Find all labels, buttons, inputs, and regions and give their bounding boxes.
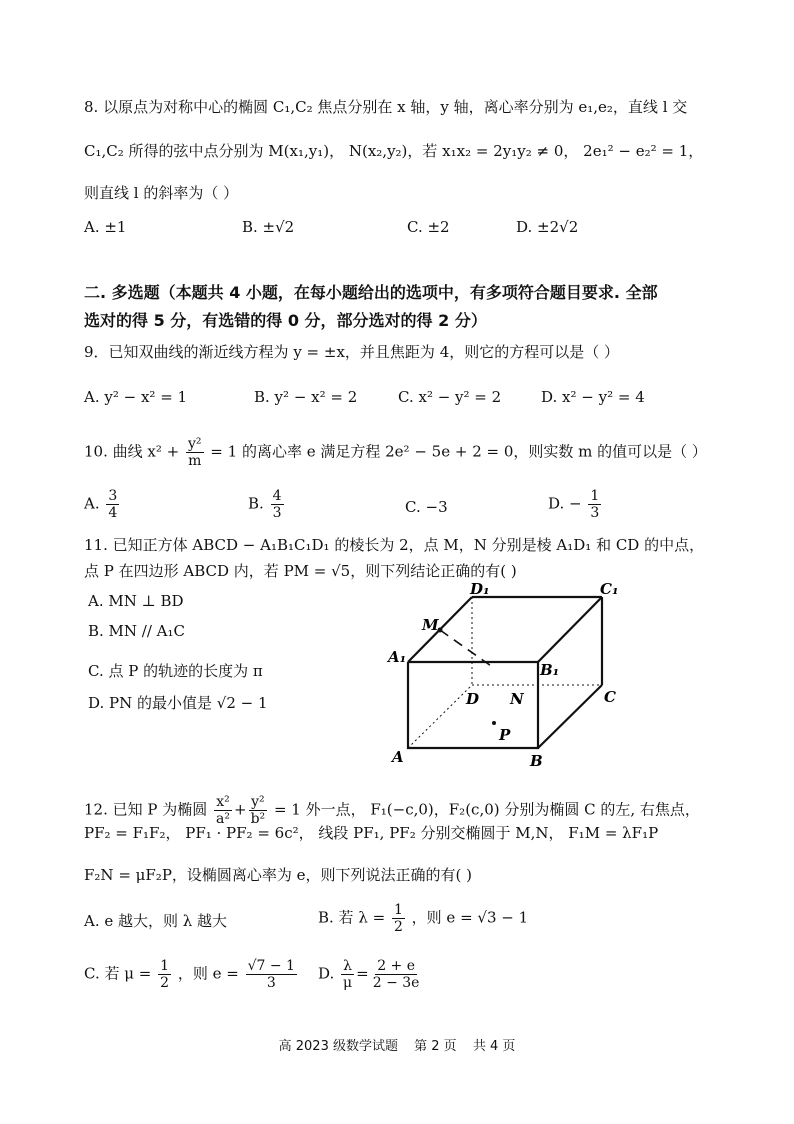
- q10-option-d-frac: [588, 488, 601, 521]
- label-d1: D₁: [470, 580, 490, 598]
- q8-stem-line1: 8. 以原点为对称中心的椭圆 C₁,C₂ 焦点分别在 x 轴，y 轴，离心率分别为 e₁,e₂，直线 l 交: [84, 98, 688, 116]
- q10-option-d-label: D. −: [548, 494, 582, 513]
- q10-option-c-label: C.: [405, 498, 421, 516]
- q12-frac-y2: y²: [251, 794, 265, 810]
- q12-stem-post: = 1 外一点， F₁(−c,0)，F₂(c,0) 分别为椭圆 C 的左, 右焦点，: [273, 800, 700, 819]
- q10-fraction-y2-over-m: [186, 436, 204, 469]
- q12-option-c-half-den: 2: [160, 975, 170, 991]
- q12-option-d-frac-left: [341, 958, 354, 991]
- q12-option-d-lambda: λ: [343, 958, 353, 974]
- q12-frac-b2: b²: [250, 811, 266, 827]
- q12-option-d-rden: 2 − 3e: [372, 975, 420, 991]
- q8-option-c: C. ±2: [407, 218, 450, 236]
- q12-option-c-e-num: √7 − 1: [247, 958, 295, 974]
- q8-option-d: D. ±2√2: [516, 218, 579, 236]
- q10-option-b: [248, 488, 286, 521]
- label-m: M: [422, 616, 439, 634]
- q8-stem-line2: C₁,C₂ 所得的弦中点分别为 M(x₁,y₁)， N(x₂,y₂)，若 x₁x₂ = 2y₁y₂ ≠ 0， 2e₁² − e₂² = 1，: [84, 142, 704, 160]
- footer-total: 共 4 页: [472, 1039, 516, 1054]
- q12-option-d-pre: D.: [318, 964, 335, 983]
- q10-option-a-frac: [106, 488, 119, 521]
- page-footer: [0, 1035, 794, 1054]
- q10-option-a-num: 3: [108, 488, 118, 504]
- q12-option-c-half-num: 1: [160, 958, 170, 974]
- q10-option-b-den: 3: [272, 505, 282, 521]
- q10-option-b-frac: [271, 488, 284, 521]
- q12-option-c-frac-e: [246, 958, 297, 991]
- q12-option-c-mid: ，则 e =: [177, 964, 239, 983]
- q11-option-b: B. MN // A₁C: [88, 622, 186, 640]
- footer-grade: 高 2023 级数学试题: [278, 1039, 398, 1054]
- q12-option-d-mu: μ: [343, 975, 353, 991]
- cube-figure: [384, 580, 644, 770]
- q12-option-b-den: 2: [393, 919, 403, 935]
- q8-option-b: B. ±√2: [242, 218, 295, 236]
- label-n: N: [510, 690, 524, 708]
- q11-option-a: A. MN ⊥ BD: [88, 592, 184, 610]
- label-b: B: [530, 752, 543, 770]
- q9-option-b: B. y² − x² = 2: [254, 388, 358, 406]
- q12-option-c-e-den: 3: [266, 975, 276, 991]
- q10-option-c: [405, 496, 448, 518]
- q12-option-c-frac-half: [158, 958, 171, 991]
- cube-edge-bc: [538, 685, 602, 748]
- q12-frac-x2: x²: [216, 794, 230, 810]
- q8-stem-line3: 则直线 l 的斜率为（ ）: [84, 184, 239, 202]
- q10-option-a: [84, 488, 121, 521]
- label-c1: C₁: [600, 580, 619, 598]
- q10-stem-post: = 1 的离心率 e 满足方程 2e² − 5e + 2 = 0，则实数 m 的值可以是（ ）: [210, 442, 707, 461]
- cube-hidden-ad: [408, 685, 472, 748]
- q10-option-c-value: −3: [425, 498, 448, 516]
- q9-option-d: D. x² − y² = 4: [541, 388, 645, 406]
- q10-option-a-den: 4: [108, 505, 118, 521]
- cube-edge-b1c1: [538, 597, 602, 662]
- section2-heading-line1: 二. 多选题（本题共 4 小题，在每小题给出的选项中，有多项符合题目要求. 全部: [84, 283, 658, 302]
- q12-option-c-pre: C. 若 μ =: [84, 964, 152, 983]
- q12-option-b-post: ，则 e = √3 − 1: [411, 908, 529, 927]
- q11-option-c: C. 点 P 的轨迹的长度为 π: [88, 662, 263, 680]
- q10-option-d-den: 3: [590, 505, 600, 521]
- q10-stem: [84, 436, 707, 469]
- q12-stem-line1: 12. 已知 P 为椭圆 $\frac{\text{x²}}{\text{a²}}$ + $\frac{\text{y²}}{\text{b²}}$ = 1 外一点， F₁(−c,0)，F₂(c,0) 分别为椭圆 C 的左, 右焦点，: [84, 794, 700, 827]
- q10-option-a-label: A.: [84, 494, 100, 513]
- q10-frac-num: y²: [187, 436, 202, 452]
- q10-stem-pre: 10. 曲线 x² +: [84, 442, 180, 461]
- label-d: D: [466, 690, 480, 708]
- footer-page: 第 2 页: [414, 1039, 457, 1054]
- label-b1: B₁: [540, 661, 560, 679]
- q12-frac-a2: a²: [216, 811, 231, 827]
- q12-option-a: A. e 越大，则 λ 越大: [84, 912, 228, 930]
- q10-option-b-label: B.: [248, 494, 264, 513]
- q10-frac-den: m: [188, 453, 202, 469]
- q10-option-b-num: 4: [272, 488, 282, 504]
- point-p: [492, 721, 496, 725]
- q9-option-c: C. x² − y² = 2: [398, 388, 502, 406]
- q12-stem-line3: F₂N = μF₂P，设椭圆离心率为 e，则下列说法正确的有( ): [84, 866, 473, 884]
- q12-option-c: [84, 958, 299, 991]
- q10-option-d-num: 1: [590, 488, 600, 504]
- q9-stem: 9．已知双曲线的渐近线方程为 y = ±x，并且焦距为 4，则它的方程可以是（ ）: [84, 343, 620, 361]
- q8-option-a: A. ±1: [84, 218, 127, 236]
- q12-option-b-pre: B. 若 λ =: [318, 908, 386, 927]
- q12-stem-line2: PF₂ = F₁F₂， PF₁ · PF₂ = 6c²， 线段 PF₁, PF₂ 分别交椭圆于 M,N， F₁M = λF₁P: [84, 824, 659, 842]
- q10-option-d: [548, 488, 603, 521]
- label-a1: A₁: [388, 648, 407, 666]
- q12-option-d: D. $\frac{\lambda}{\mu}$ = $\frac{2 + e}{2 - 3e}$: [318, 958, 420, 991]
- q11-stem-line2: 点 P 在四边形 ABCD 内，若 PM = √5，则下列结论正确的有( ): [84, 562, 517, 580]
- q12-stem-pre: 12. 已知 P 为椭圆: [84, 800, 208, 819]
- q11-stem-line1: 11. 已知正方体 ABCD − A₁B₁C₁D₁ 的棱长为 2，点 M，N 分别是棱 A₁D₁ 和 CD 的中点，: [84, 536, 705, 554]
- q12-option-b: [318, 902, 528, 935]
- label-c: C: [604, 688, 616, 706]
- q12-option-b-num: 1: [393, 902, 403, 918]
- label-a: A: [392, 748, 404, 766]
- q12-option-d-rnum: 2 + e: [377, 958, 416, 974]
- q11-option-d: D. PN 的最小值是 √2 − 1: [88, 694, 268, 712]
- q9-option-a: A. y² − x² = 1: [84, 388, 188, 406]
- q12-option-b-frac: [392, 902, 405, 935]
- label-p: P: [499, 726, 511, 744]
- q12-option-d-frac-right: [371, 958, 422, 991]
- section2-heading-line2: 选对的得 5 分，有选错的得 0 分，部分选对的得 2 分）: [84, 311, 487, 330]
